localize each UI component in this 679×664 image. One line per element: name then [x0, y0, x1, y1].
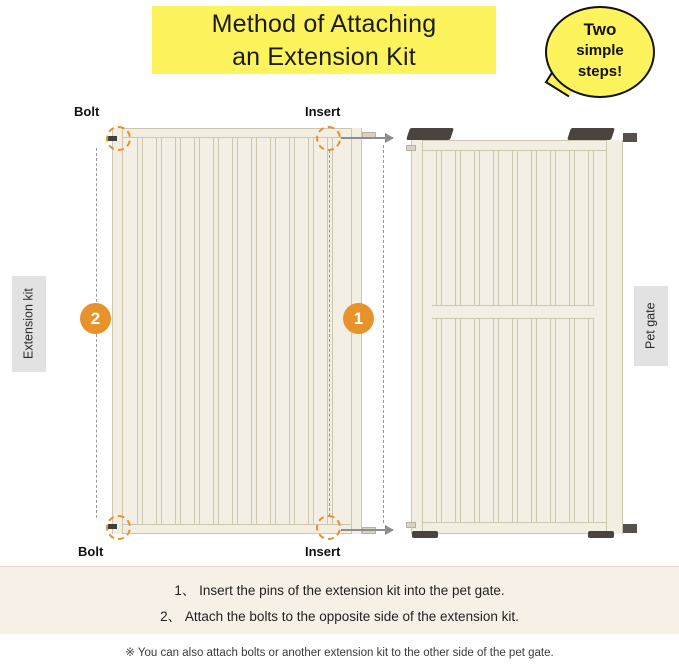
- pet-gate-left-post: [411, 140, 423, 534]
- extension-kit-bar: [213, 138, 219, 524]
- extension-kit-bar: [194, 138, 200, 524]
- pet-gate-bar: [493, 319, 499, 522]
- title-line-2: an Extension Kit: [232, 43, 416, 71]
- guide-line-right: [383, 145, 384, 523]
- badge-line-1: Two: [583, 20, 617, 39]
- pet-gate-top-cap-left: [406, 128, 454, 140]
- pet-gate-bar: [588, 319, 594, 522]
- page-title: [152, 8, 496, 74]
- extension-kit-bar: [308, 138, 314, 524]
- step-badge-2: 2: [80, 303, 111, 334]
- bolt-top-highlight: [106, 126, 131, 151]
- pet-gate-latch-rail: [432, 305, 594, 319]
- extension-kit-bar: [289, 138, 295, 524]
- label-extension-kit: Extension kit: [12, 276, 46, 372]
- instructions-divider: [0, 566, 679, 567]
- pet-gate-bar: [531, 319, 537, 522]
- badge-line-2: simple: [576, 42, 624, 59]
- pet-gate-right-post: [606, 140, 623, 534]
- extension-kit-bar: [175, 138, 181, 524]
- pet-gate-bar: [474, 319, 480, 522]
- extension-kit-bar: [156, 138, 162, 524]
- instruction-step-2: 2、 Attach the bolts to the opposite side of the extension kit.: [160, 609, 519, 624]
- pet-gate-bar: [569, 319, 575, 522]
- pet-gate-top-knob: [623, 133, 637, 142]
- label-bolt-bottom: Bolt: [78, 544, 104, 559]
- pet-gate-bar: [474, 151, 480, 305]
- pet-gate-bar: [436, 319, 442, 522]
- insert-bottom-highlight: [316, 515, 341, 540]
- extension-kit-bar: [270, 138, 276, 524]
- pet-gate-bar: [455, 151, 461, 305]
- label-bolt-top: Bolt: [74, 104, 100, 119]
- extension-kit-left-post: [112, 128, 123, 534]
- pet-gate-bar: [588, 151, 594, 305]
- pet-gate-bar: [569, 151, 575, 305]
- pet-gate-bar: [512, 151, 518, 305]
- pet-gate-bar: [436, 151, 442, 305]
- pet-gate-socket-top: [406, 145, 416, 151]
- insert-top-highlight: [316, 126, 341, 151]
- bolt-bottom-highlight: [106, 515, 131, 540]
- badge-line-3: steps!: [577, 63, 623, 80]
- pet-gate-bottom-cap-right: [588, 531, 614, 538]
- pet-gate-bottom-cap-left: [412, 531, 438, 538]
- extension-kit-bar: [251, 138, 257, 524]
- pet-gate-bar: [550, 151, 556, 305]
- step-badge-1: 1: [343, 303, 374, 334]
- pet-gate-bar: [550, 319, 556, 522]
- label-pet-gate: Pet gate: [634, 286, 668, 366]
- pet-gate-top-cap-right: [567, 128, 615, 140]
- two-simple-steps-badge: [545, 6, 655, 98]
- pet-gate-bar: [531, 151, 537, 305]
- label-insert-top: Insert: [305, 104, 341, 119]
- pet-gate-top-rail: [411, 140, 623, 151]
- pet-gate-bar: [512, 319, 518, 522]
- extension-kit-bar: [232, 138, 238, 524]
- instruction-step-1: 1、 Insert the pins of the extension kit into the pet gate.: [174, 583, 505, 598]
- instruction-note: ※ You can also attach bolts or another extension kit to the other side of the pet gate.: [125, 647, 554, 659]
- pet-gate-bar: [493, 151, 499, 305]
- insert-arrow-top: [341, 137, 393, 139]
- extension-kit-bar: [137, 138, 143, 524]
- title-line-1: Method of Attaching: [211, 10, 437, 38]
- pet-gate-bar: [455, 319, 461, 522]
- guide-line-insert: [329, 150, 330, 516]
- pet-gate-bottom-knob: [623, 524, 637, 533]
- label-insert-bottom: Insert: [305, 544, 341, 559]
- insert-arrow-bottom: [341, 529, 393, 531]
- pet-gate-socket-bottom: [406, 522, 416, 528]
- extension-kit-bar: [327, 138, 333, 524]
- badge-text: [545, 19, 655, 82]
